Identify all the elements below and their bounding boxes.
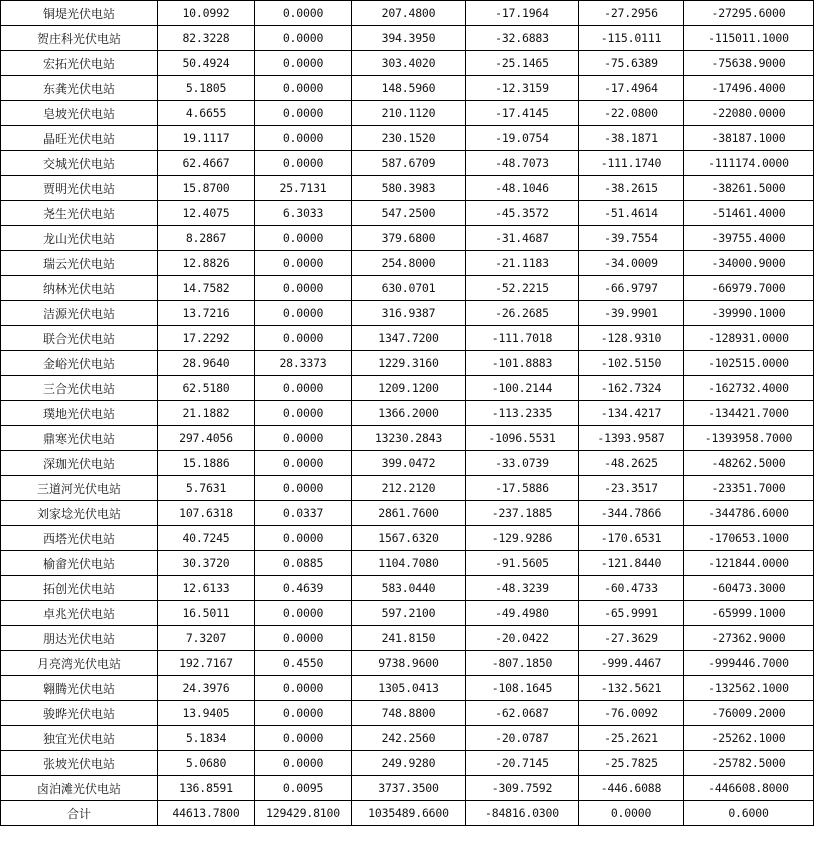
value-col4-cell: -48.7073 (466, 151, 579, 176)
value-col3-cell: 1104.7080 (352, 551, 466, 576)
value-col4-cell: -129.9286 (466, 526, 579, 551)
value-col5-cell: -115.0111 (579, 26, 684, 51)
value-col2-cell: 6.3033 (255, 201, 352, 226)
value-col5-cell: 0.0000 (579, 801, 684, 826)
value-col6-cell: -25262.1000 (684, 726, 814, 751)
value-col6-cell: -23351.7000 (684, 476, 814, 501)
value-col6-cell: -60473.3000 (684, 576, 814, 601)
value-col3-cell: 207.4800 (352, 1, 466, 26)
value-col5-cell: -75.6389 (579, 51, 684, 76)
value-col4-cell: -100.2144 (466, 376, 579, 401)
value-col6-cell: -132562.1000 (684, 676, 814, 701)
value-col1-cell: 15.1886 (158, 451, 255, 476)
value-col4-cell: -20.7145 (466, 751, 579, 776)
station-name-cell: 东龚光伏电站 (1, 76, 158, 101)
value-col2-cell: 0.0000 (255, 451, 352, 476)
value-col4-cell: -21.1183 (466, 251, 579, 276)
station-name-cell: 贺庄科光伏电站 (1, 26, 158, 51)
value-col6-cell: 0.6000 (684, 801, 814, 826)
table-row (1, 376, 814, 401)
value-col2-cell: 0.0000 (255, 226, 352, 251)
station-name-cell: 瑞云光伏电站 (1, 251, 158, 276)
value-col3-cell: 9738.9600 (352, 651, 466, 676)
value-col1-cell: 30.3720 (158, 551, 255, 576)
value-col1-cell: 62.5180 (158, 376, 255, 401)
value-col5-cell: -446.6088 (579, 776, 684, 801)
value-col4-cell: -52.2215 (466, 276, 579, 301)
value-col3-cell: 254.8000 (352, 251, 466, 276)
station-name-cell: 交城光伏电站 (1, 151, 158, 176)
value-col2-cell: 0.0000 (255, 126, 352, 151)
value-col6-cell: -446608.8000 (684, 776, 814, 801)
value-col6-cell: -134421.7000 (684, 401, 814, 426)
total-row (1, 801, 814, 826)
value-col2-cell: 0.4639 (255, 576, 352, 601)
value-col4-cell: -20.0787 (466, 726, 579, 751)
value-col5-cell: -17.4964 (579, 76, 684, 101)
value-col4-cell: -91.5605 (466, 551, 579, 576)
value-col2-cell: 0.0000 (255, 1, 352, 26)
table-row (1, 326, 814, 351)
value-col6-cell: -38261.5000 (684, 176, 814, 201)
value-col1-cell: 13.9405 (158, 701, 255, 726)
value-col5-cell: -38.1871 (579, 126, 684, 151)
value-col4-cell: -19.0754 (466, 126, 579, 151)
value-col2-cell: 0.0000 (255, 301, 352, 326)
value-col3-cell: 303.4020 (352, 51, 466, 76)
value-col4-cell: -17.4145 (466, 101, 579, 126)
value-col5-cell: -111.1740 (579, 151, 684, 176)
value-col2-cell: 0.0000 (255, 526, 352, 551)
value-col6-cell: -66979.7000 (684, 276, 814, 301)
value-col2-cell: 0.0000 (255, 276, 352, 301)
value-col5-cell: -76.0092 (579, 701, 684, 726)
value-col4-cell: -49.4980 (466, 601, 579, 626)
value-col2-cell: 0.0000 (255, 426, 352, 451)
value-col5-cell: -344.7866 (579, 501, 684, 526)
value-col6-cell: -75638.9000 (684, 51, 814, 76)
value-col5-cell: -39.9901 (579, 301, 684, 326)
station-name-cell: 鼎寒光伏电站 (1, 426, 158, 451)
value-col6-cell: -1393958.7000 (684, 426, 814, 451)
value-col2-cell: 28.3373 (255, 351, 352, 376)
value-col4-cell: -32.6883 (466, 26, 579, 51)
station-name-cell: 晶旺光伏电站 (1, 126, 158, 151)
table-row (1, 551, 814, 576)
value-col3-cell: 212.2120 (352, 476, 466, 501)
value-col4-cell: -113.2335 (466, 401, 579, 426)
value-col5-cell: -65.9991 (579, 601, 684, 626)
value-col5-cell: -66.9797 (579, 276, 684, 301)
value-col3-cell: 242.2560 (352, 726, 466, 751)
table-row (1, 26, 814, 51)
value-col6-cell: -38187.1000 (684, 126, 814, 151)
value-col6-cell: -17496.4000 (684, 76, 814, 101)
value-col4-cell: -84816.0300 (466, 801, 579, 826)
value-col2-cell: 25.7131 (255, 176, 352, 201)
value-col2-cell: 0.0000 (255, 751, 352, 776)
value-col2-cell: 0.0000 (255, 601, 352, 626)
station-name-cell: 贾明光伏电站 (1, 176, 158, 201)
value-col6-cell: -51461.4000 (684, 201, 814, 226)
value-col1-cell: 24.3976 (158, 676, 255, 701)
value-col4-cell: -48.1046 (466, 176, 579, 201)
value-col5-cell: -60.4733 (579, 576, 684, 601)
value-col5-cell: -25.2621 (579, 726, 684, 751)
value-col3-cell: 1209.1200 (352, 376, 466, 401)
value-col4-cell: -101.8883 (466, 351, 579, 376)
value-col1-cell: 50.4924 (158, 51, 255, 76)
station-name-cell: 西塔光伏电站 (1, 526, 158, 551)
value-col4-cell: -108.1645 (466, 676, 579, 701)
value-col6-cell: -162732.4000 (684, 376, 814, 401)
value-col6-cell: -27362.9000 (684, 626, 814, 651)
table-row (1, 676, 814, 701)
table-row (1, 126, 814, 151)
station-name-cell: 三合光伏电站 (1, 376, 158, 401)
station-name-cell: 卓兆光伏电站 (1, 601, 158, 626)
value-col5-cell: -121.8440 (579, 551, 684, 576)
value-col4-cell: -33.0739 (466, 451, 579, 476)
value-col6-cell: -48262.5000 (684, 451, 814, 476)
value-col6-cell: -76009.2000 (684, 701, 814, 726)
table-row (1, 576, 814, 601)
value-col4-cell: -45.3572 (466, 201, 579, 226)
value-col2-cell: 0.0000 (255, 626, 352, 651)
station-name-cell: 骏晔光伏电站 (1, 701, 158, 726)
value-col3-cell: 394.3950 (352, 26, 466, 51)
value-col2-cell: 0.0000 (255, 101, 352, 126)
table-row (1, 276, 814, 301)
value-col5-cell: -27.3629 (579, 626, 684, 651)
value-col6-cell: -128931.0000 (684, 326, 814, 351)
value-col1-cell: 82.3228 (158, 26, 255, 51)
value-col4-cell: -17.5886 (466, 476, 579, 501)
value-col1-cell: 44613.7800 (158, 801, 255, 826)
value-col5-cell: -23.3517 (579, 476, 684, 501)
value-col2-cell: 0.0885 (255, 551, 352, 576)
value-col4-cell: -807.1850 (466, 651, 579, 676)
station-name-cell: 皂坡光伏电站 (1, 101, 158, 126)
value-col1-cell: 10.0992 (158, 1, 255, 26)
value-col1-cell: 5.1834 (158, 726, 255, 751)
table-row (1, 251, 814, 276)
value-col5-cell: -39.7554 (579, 226, 684, 251)
station-name-cell: 榆畲光伏电站 (1, 551, 158, 576)
station-name-cell: 龙山光伏电站 (1, 226, 158, 251)
value-col1-cell: 4.6655 (158, 101, 255, 126)
value-col3-cell: 148.5960 (352, 76, 466, 101)
table-row (1, 101, 814, 126)
value-col5-cell: -162.7324 (579, 376, 684, 401)
value-col6-cell: -27295.6000 (684, 1, 814, 26)
value-col3-cell: 1567.6320 (352, 526, 466, 551)
station-name-cell: 朋达光伏电站 (1, 626, 158, 651)
table-row (1, 301, 814, 326)
table-row (1, 1, 814, 26)
table-row (1, 751, 814, 776)
value-col3-cell: 547.2500 (352, 201, 466, 226)
value-col5-cell: -128.9310 (579, 326, 684, 351)
value-col3-cell: 249.9280 (352, 751, 466, 776)
value-col5-cell: -34.0009 (579, 251, 684, 276)
value-col2-cell: 0.4550 (255, 651, 352, 676)
value-col4-cell: -17.1964 (466, 1, 579, 26)
value-col1-cell: 17.2292 (158, 326, 255, 351)
value-col4-cell: -1096.5531 (466, 426, 579, 451)
value-col6-cell: -170653.1000 (684, 526, 814, 551)
value-col1-cell: 5.0680 (158, 751, 255, 776)
value-col6-cell: -34000.9000 (684, 251, 814, 276)
value-col1-cell: 7.3207 (158, 626, 255, 651)
value-col1-cell: 14.7582 (158, 276, 255, 301)
value-col1-cell: 13.7216 (158, 301, 255, 326)
value-col1-cell: 16.5011 (158, 601, 255, 626)
value-col5-cell: -170.6531 (579, 526, 684, 551)
value-col5-cell: -38.2615 (579, 176, 684, 201)
value-col3-cell: 241.8150 (352, 626, 466, 651)
table-row (1, 51, 814, 76)
value-col5-cell: -134.4217 (579, 401, 684, 426)
value-col1-cell: 136.8591 (158, 776, 255, 801)
value-col3-cell: 2861.7600 (352, 501, 466, 526)
value-col5-cell: -48.2625 (579, 451, 684, 476)
table-row (1, 426, 814, 451)
value-col1-cell: 107.6318 (158, 501, 255, 526)
value-col3-cell: 230.1520 (352, 126, 466, 151)
value-col3-cell: 1305.0413 (352, 676, 466, 701)
table-row (1, 401, 814, 426)
value-col4-cell: -26.2685 (466, 301, 579, 326)
value-col3-cell: 1229.3160 (352, 351, 466, 376)
station-name-cell: 三道河光伏电站 (1, 476, 158, 501)
value-col5-cell: -132.5621 (579, 676, 684, 701)
table-row (1, 476, 814, 501)
station-name-cell: 刘家埝光伏电站 (1, 501, 158, 526)
value-col2-cell: 0.0000 (255, 476, 352, 501)
value-col6-cell: -121844.0000 (684, 551, 814, 576)
station-name-cell: 深珈光伏电站 (1, 451, 158, 476)
value-col2-cell: 0.0000 (255, 251, 352, 276)
value-col1-cell: 19.1117 (158, 126, 255, 151)
table-row (1, 351, 814, 376)
table-row (1, 501, 814, 526)
value-col1-cell: 192.7167 (158, 651, 255, 676)
value-col2-cell: 0.0000 (255, 376, 352, 401)
table-row (1, 651, 814, 676)
value-col4-cell: -12.3159 (466, 76, 579, 101)
value-col3-cell: 583.0440 (352, 576, 466, 601)
station-name-cell: 翱腾光伏电站 (1, 676, 158, 701)
value-col4-cell: -20.0422 (466, 626, 579, 651)
value-col3-cell: 379.6800 (352, 226, 466, 251)
value-col3-cell: 3737.3500 (352, 776, 466, 801)
value-col2-cell: 0.0095 (255, 776, 352, 801)
value-col4-cell: -309.7592 (466, 776, 579, 801)
value-col6-cell: -65999.1000 (684, 601, 814, 626)
station-name-cell: 张坡光伏电站 (1, 751, 158, 776)
value-col2-cell: 0.0000 (255, 676, 352, 701)
station-name-cell: 洁源光伏电站 (1, 301, 158, 326)
value-col3-cell: 13230.2843 (352, 426, 466, 451)
value-col6-cell: -22080.0000 (684, 101, 814, 126)
station-name-cell: 铜堤光伏电站 (1, 1, 158, 26)
value-col1-cell: 12.6133 (158, 576, 255, 601)
value-col4-cell: -237.1885 (466, 501, 579, 526)
value-col6-cell: -39755.4000 (684, 226, 814, 251)
value-col5-cell: -1393.9587 (579, 426, 684, 451)
table-row (1, 701, 814, 726)
value-col6-cell: -344786.6000 (684, 501, 814, 526)
table-row (1, 151, 814, 176)
station-name-cell: 独宜光伏电站 (1, 726, 158, 751)
value-col1-cell: 5.7631 (158, 476, 255, 501)
value-col5-cell: -102.5150 (579, 351, 684, 376)
station-name-cell: 尧生光伏电站 (1, 201, 158, 226)
value-col3-cell: 1347.7200 (352, 326, 466, 351)
station-name-cell: 纳林光伏电站 (1, 276, 158, 301)
value-col1-cell: 12.8826 (158, 251, 255, 276)
table-row (1, 451, 814, 476)
value-col4-cell: -62.0687 (466, 701, 579, 726)
station-name-cell: 宏拓光伏电站 (1, 51, 158, 76)
value-col2-cell: 0.0337 (255, 501, 352, 526)
value-col4-cell: -111.7018 (466, 326, 579, 351)
value-col6-cell: -999446.7000 (684, 651, 814, 676)
value-col2-cell: 0.0000 (255, 326, 352, 351)
table-row (1, 601, 814, 626)
value-col2-cell: 0.0000 (255, 151, 352, 176)
value-col3-cell: 748.8800 (352, 701, 466, 726)
table-row (1, 626, 814, 651)
value-col1-cell: 40.7245 (158, 526, 255, 551)
table-row (1, 76, 814, 101)
value-col1-cell: 15.8700 (158, 176, 255, 201)
value-col6-cell: -39990.1000 (684, 301, 814, 326)
station-name-cell: 月亮湾光伏电站 (1, 651, 158, 676)
value-col1-cell: 21.1882 (158, 401, 255, 426)
value-col4-cell: -48.3239 (466, 576, 579, 601)
value-col1-cell: 62.4667 (158, 151, 255, 176)
value-col6-cell: -115011.1000 (684, 26, 814, 51)
value-col1-cell: 28.9640 (158, 351, 255, 376)
value-col4-cell: -31.4687 (466, 226, 579, 251)
table-row (1, 726, 814, 751)
value-col5-cell: -51.4614 (579, 201, 684, 226)
value-col1-cell: 8.2867 (158, 226, 255, 251)
value-col1-cell: 297.4056 (158, 426, 255, 451)
station-name-cell: 卤泊滩光伏电站 (1, 776, 158, 801)
value-col5-cell: -22.0800 (579, 101, 684, 126)
value-col6-cell: -102515.0000 (684, 351, 814, 376)
value-col1-cell: 5.1805 (158, 76, 255, 101)
value-col5-cell: -999.4467 (579, 651, 684, 676)
value-col2-cell: 0.0000 (255, 51, 352, 76)
table-row (1, 776, 814, 801)
value-col2-cell: 0.0000 (255, 401, 352, 426)
value-col1-cell: 12.4075 (158, 201, 255, 226)
table-body (1, 1, 814, 826)
value-col5-cell: -25.7825 (579, 751, 684, 776)
value-col6-cell: -25782.5000 (684, 751, 814, 776)
value-col2-cell: 129429.8100 (255, 801, 352, 826)
value-col2-cell: 0.0000 (255, 76, 352, 101)
station-name-cell: 合计 (1, 801, 158, 826)
table-row (1, 176, 814, 201)
value-col3-cell: 316.9387 (352, 301, 466, 326)
value-col6-cell: -111174.0000 (684, 151, 814, 176)
value-col2-cell: 0.0000 (255, 701, 352, 726)
value-col3-cell: 580.3983 (352, 176, 466, 201)
value-col3-cell: 597.2100 (352, 601, 466, 626)
value-col4-cell: -25.1465 (466, 51, 579, 76)
table-row (1, 526, 814, 551)
value-col3-cell: 587.6709 (352, 151, 466, 176)
station-name-cell: 金峪光伏电站 (1, 351, 158, 376)
station-name-cell: 璞地光伏电站 (1, 401, 158, 426)
table-row (1, 226, 814, 251)
station-name-cell: 联合光伏电站 (1, 326, 158, 351)
table-row (1, 201, 814, 226)
value-col3-cell: 1035489.6600 (352, 801, 466, 826)
value-col3-cell: 1366.2000 (352, 401, 466, 426)
station-name-cell: 拓创光伏电站 (1, 576, 158, 601)
value-col2-cell: 0.0000 (255, 26, 352, 51)
value-col3-cell: 399.0472 (352, 451, 466, 476)
value-col2-cell: 0.0000 (255, 726, 352, 751)
value-col5-cell: -27.2956 (579, 1, 684, 26)
value-col3-cell: 630.0701 (352, 276, 466, 301)
value-col3-cell: 210.1120 (352, 101, 466, 126)
